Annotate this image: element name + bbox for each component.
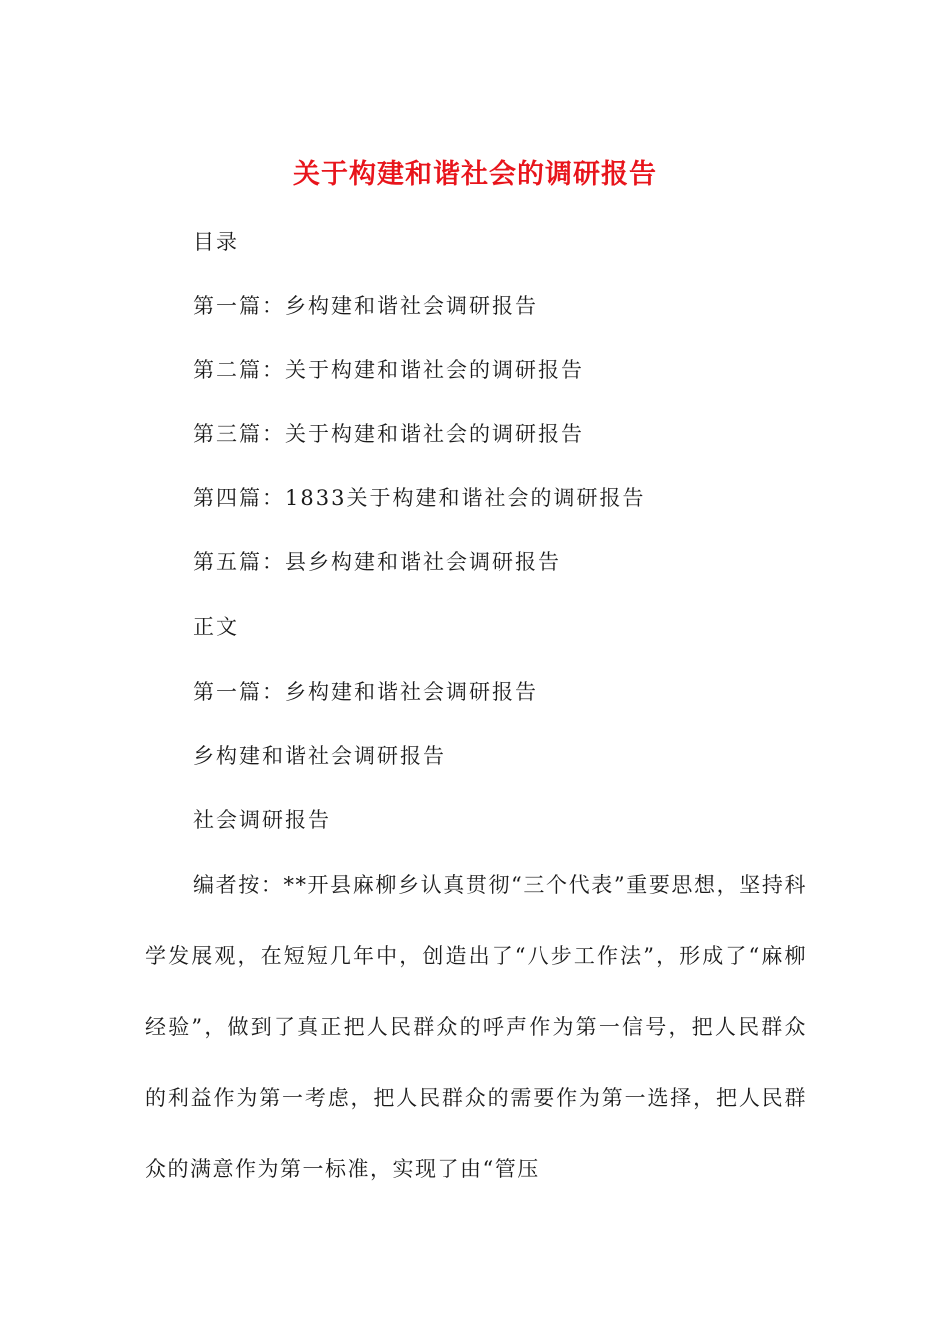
toc-item-5: 第五篇：县乡构建和谐社会调研报告 xyxy=(193,550,561,574)
body-paragraph: 编者按：**开县麻柳乡认真贯彻“三个代表”重要思想，坚持科学发展观，在短短几年中，创造出了“八步工作法”，形成了“麻柳经验”，做到了真正把人民群众的呼声作为第一信号，把人民群众的利益作为第一考虑，把人民群众的需要作为第一选择，把人民群众的满意作为第一标准，实现了由“管压 xyxy=(145,873,807,1181)
sub-title-2: 社会调研报告 xyxy=(193,808,331,832)
document-title: 关于构建和谐社会的调研报告 xyxy=(293,159,657,190)
toc-item-4: 第四篇：1833关于构建和谐社会的调研报告 xyxy=(193,486,646,510)
toc-heading: 目录 xyxy=(193,230,239,254)
sub-title-1: 乡构建和谐社会调研报告 xyxy=(193,744,446,768)
section-title: 第一篇：乡构建和谐社会调研报告 xyxy=(193,680,538,704)
toc-item-2: 第二篇：关于构建和谐社会的调研报告 xyxy=(193,358,584,382)
toc-item-1: 第一篇：乡构建和谐社会调研报告 xyxy=(193,294,538,318)
body-heading: 正文 xyxy=(193,615,239,639)
toc-item-3: 第三篇：关于构建和谐社会的调研报告 xyxy=(193,422,584,446)
